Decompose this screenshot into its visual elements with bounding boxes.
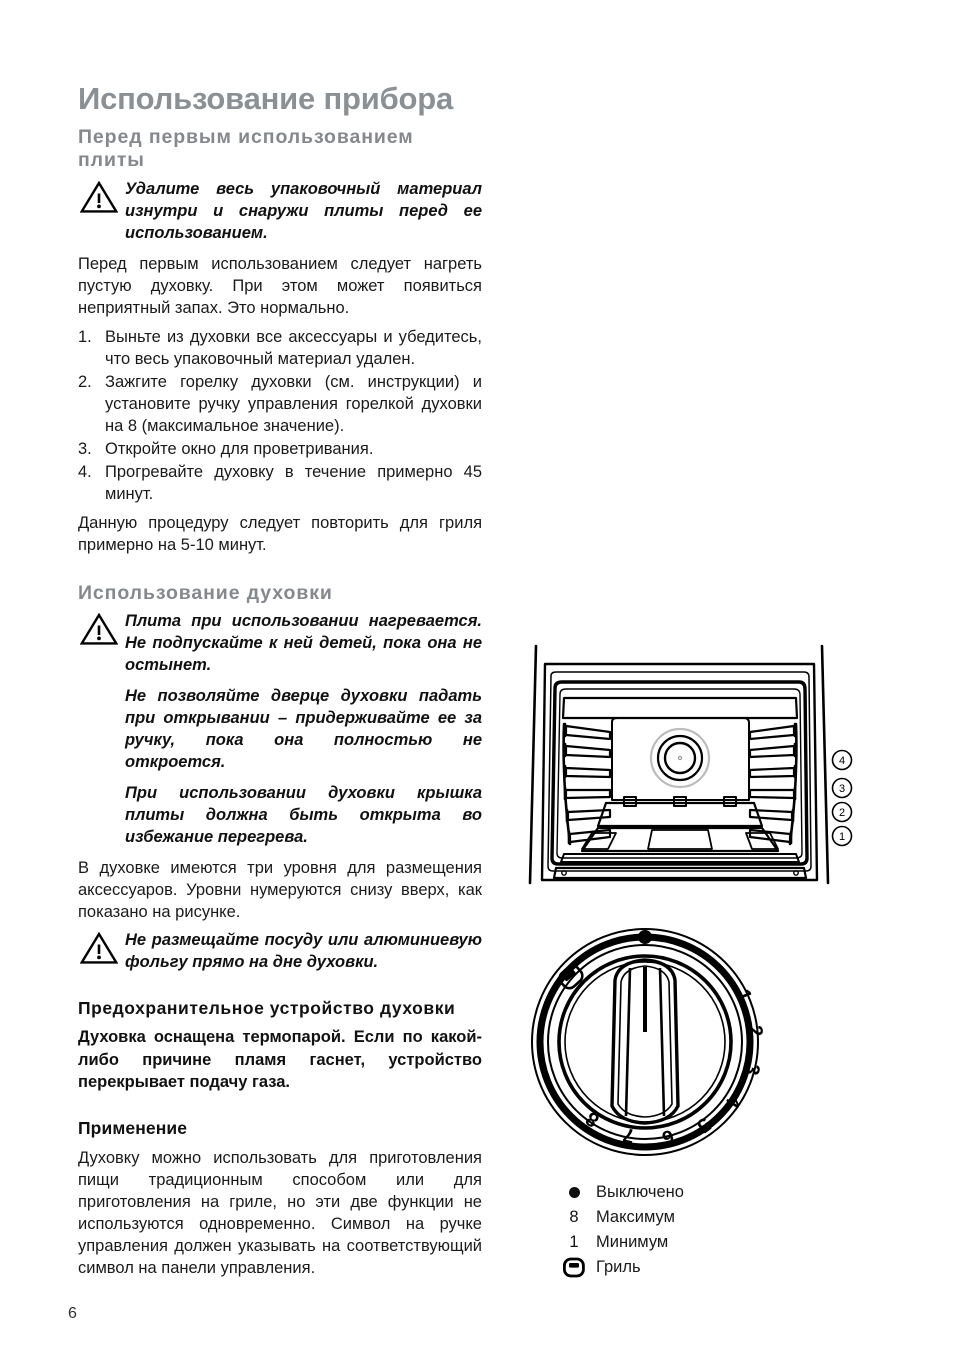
knob-off-marker [638, 930, 652, 944]
warning-triangle-icon [80, 181, 118, 213]
page-number: 6 [68, 1305, 77, 1322]
shelf-level-label-2: 2 [838, 807, 846, 819]
shelf-level-label-1: 1 [838, 831, 846, 843]
list-item-number: 2. [78, 372, 92, 391]
list-item-text: Зажгите горелку духовки (см. инструкции) и установите ручку управления горелкой духовки на 8 (максимальное значение). [105, 372, 482, 435]
right-figure-column [520, 640, 920, 1280]
shelf-level-label-4: 4 [838, 755, 846, 767]
outro-paragraph: Данную процедуру следует повторить для гриля примерно на 5-10 минут. [78, 513, 482, 554]
left-text-column [78, 82, 482, 1279]
warning-block-hot-surface [78, 611, 482, 848]
shelf-levels-paragraph: В духовке имеются три уровня для размещения аксессуаров. Уровни нумеруются снизу вверх, как показано на рисунке. [78, 858, 482, 921]
shelf-level-label-3: 3 [838, 783, 846, 795]
legend-symbol-max: 8 [569, 1207, 579, 1226]
list-item [78, 461, 482, 505]
warning-block-no-foil [78, 930, 482, 974]
warning-triangle-icon [80, 932, 118, 964]
oven-interior-figure [520, 640, 860, 890]
list-item [78, 438, 482, 460]
legend-label: Выключено [596, 1182, 684, 1201]
knob-legend [552, 1180, 920, 1279]
list-item-text: Откройте окно для проветривания. [105, 439, 374, 458]
section-heading-before-first-use: Перед первым использованием плиты [78, 126, 414, 172]
legend-label: Гриль [596, 1257, 641, 1276]
legend-row [552, 1230, 920, 1254]
intro-paragraph: Перед первым использованием следует нагреть пустую духовку. При этом может появиться неприятный запах. Это нормально. [78, 254, 482, 317]
list-item-text: Прогревайте духовку в течение примерно 45 минут. [105, 462, 482, 503]
legend-row [552, 1180, 920, 1204]
list-item-text: Выньте из духовки все аксессуары и убедитесь, что весь упаковочный материал удален. [105, 327, 482, 368]
legend-label: Минимум [596, 1232, 669, 1251]
grill-icon [552, 1257, 596, 1278]
first-use-steps-list [78, 326, 482, 505]
warning-text: Не размещайте посуду или алюминиевую фольгу прямо на дне духовки. [125, 930, 482, 971]
svg-text:1: 1 [731, 986, 756, 1006]
page-title: Использование прибора [78, 81, 454, 116]
legend-symbol-min: 1 [569, 1232, 579, 1251]
warning-text: Удалите весь упаковочный материал изнутри и снаружи плиты перед ее использованием. [125, 179, 482, 242]
svg-text:6: 6 [659, 1124, 677, 1149]
section-heading-oven-use: Использование духовки [78, 581, 333, 604]
warning-text: Не позволяйте дверце духовки падать при открывании – придерживайте ее за ручку, пока она полностью не откроется. [125, 687, 482, 771]
warning-block-packaging [78, 179, 482, 245]
off-dot-icon [552, 1187, 596, 1198]
svg-text:2: 2 [743, 1024, 767, 1039]
warning-triangle-icon [80, 613, 118, 645]
warning-text: При использовании духовки крышка плиты должна быть открыта во избежание перегрева. [125, 783, 482, 846]
legend-row [552, 1255, 920, 1279]
list-item-number: 4. [78, 462, 92, 481]
list-item-number: 3. [78, 439, 92, 458]
application-paragraph: Духовку можно использовать для приготовления пищи традиционным способом или для приготовления на гриле, но эти две функции не используются одновременно. Символ на ручке управления должен указывать на соответствующий символ на панели управления. [78, 1148, 482, 1277]
section-heading-application: Применение [78, 1117, 188, 1138]
legend-row [552, 1205, 920, 1229]
legend-label: Максимум [596, 1207, 675, 1226]
svg-text:4: 4 [720, 1090, 746, 1112]
control-knob-figure [520, 920, 820, 1170]
list-item [78, 371, 482, 437]
list-item-number: 1. [78, 327, 92, 346]
svg-text:5: 5 [692, 1112, 715, 1137]
svg-text:3: 3 [739, 1061, 764, 1077]
safety-device-paragraph: Духовка оснащена термопарой. Если по какой-либо причине пламя гаснет, устройство перекрывает подачу газа. [78, 1028, 482, 1092]
warning-text: Плита при использовании нагревается. Не подпускайте к ней детей, пока она не остынет. [125, 612, 482, 675]
svg-text:7: 7 [621, 1122, 637, 1147]
svg-text:8: 8 [582, 1106, 604, 1132]
section-heading-safety-device: Предохранительное устройство духовки [78, 997, 456, 1018]
list-item [78, 326, 482, 370]
